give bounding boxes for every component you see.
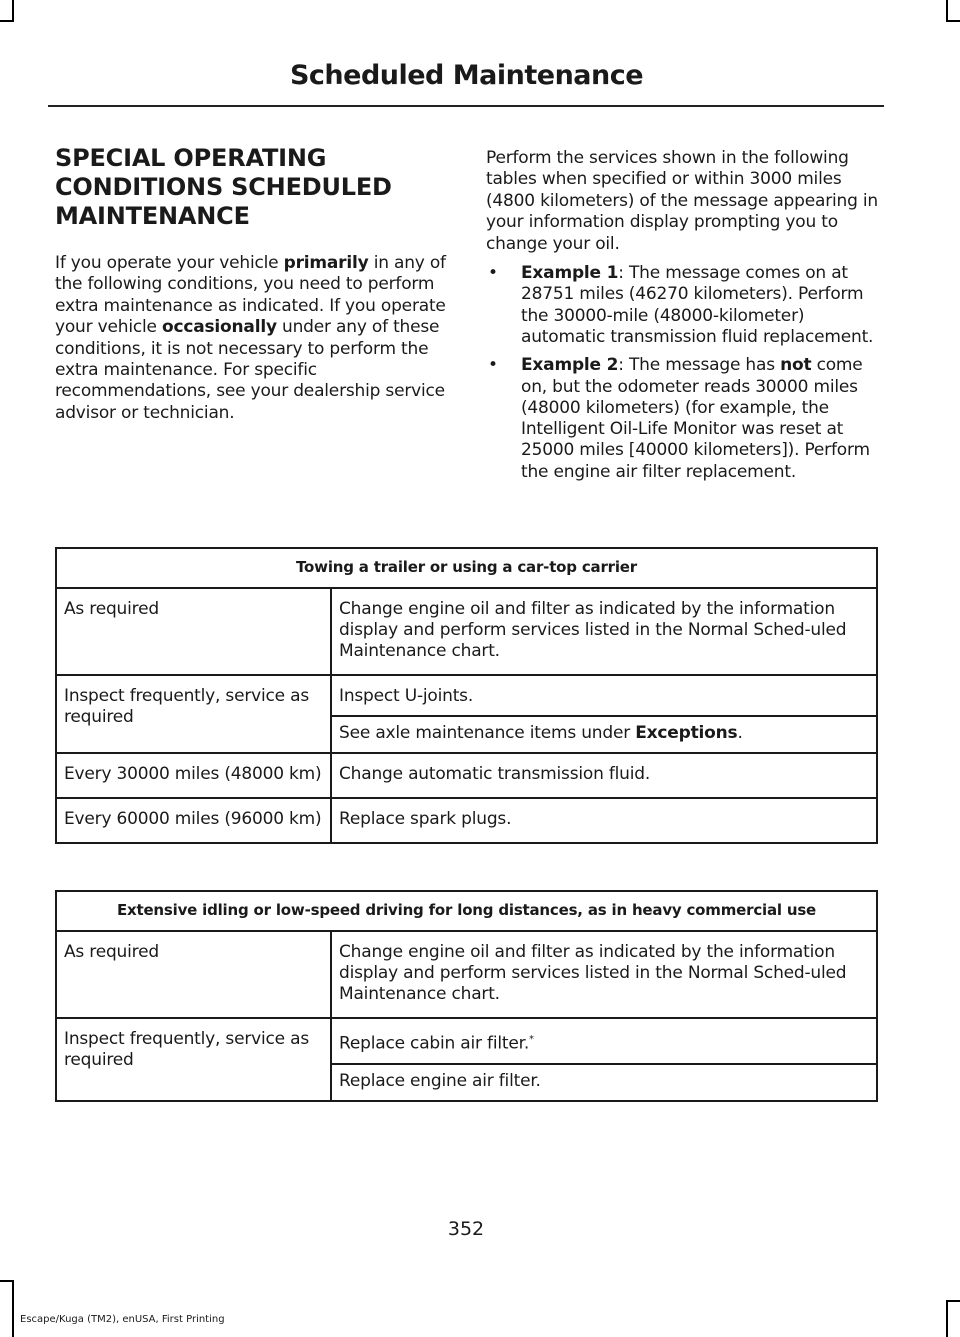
table-heading: Towing a trailer or using a car-top carrier [56,548,877,588]
examples-list [486,263,881,483]
table-cell: Inspect frequently, service as required [56,1018,331,1101]
section-title-line: MAINTENANCE [55,202,250,230]
list-item [486,263,881,348]
crop-mark [946,20,960,22]
table-row [56,798,877,843]
table-row [56,1018,877,1064]
table-cell [331,1018,877,1064]
towing-table [55,547,878,844]
services-paragraph: Perform the services shown in the following tables when specified or within 3000 miles (4800 kilometers) of the message appearing in your information display prompting you to change your oil. [486,148,878,254]
text-run: . [737,723,743,743]
idling-table [55,890,878,1102]
text-run: See axle maintenance items under [339,723,636,743]
text-run: come on, but the odometer reads 30000 miles (48000 kilometers) (for example, the Intelligent Oil-Life Monitor was reset at 25000 miles [40000 kilometers]). Perform the engine air filter replacement. [521,355,870,482]
table-row [56,753,877,798]
footer-text: Escape/Kuga (TM2), enUSA, First Printing [20,1314,225,1325]
text-run: in any of the following conditions, you need to perform extra maintenance as indicated. If you operate your vehicle [55,253,446,338]
text-run: : The message has [618,355,781,376]
table-cell: Change engine oil and filter as indicated by the information display and perform services listed in the Normal Sched-uled Maintenance chart. [331,931,877,1018]
table-cell: Inspect U-joints. [331,675,877,716]
left-column [55,144,453,424]
emphasis-primarily: primarily [283,253,369,273]
crop-mark [0,1280,14,1282]
text-run: under any of these conditions, it is not necessary to perform the extra maintenance. For specific recommendations, see your dealership service advisor or technician. [55,317,445,423]
table-heading: Extensive idling or low-speed driving for long distances, as in heavy commercial use [56,891,877,931]
bullet-icon: • [488,355,498,376]
table-cell [331,716,877,753]
section-title [55,144,453,231]
right-column [486,148,881,490]
crop-mark [12,1280,14,1337]
list-item [486,355,881,483]
text-run: If you operate your vehicle [55,253,284,273]
section-title-line: SPECIAL OPERATING [55,144,327,172]
table-cell: Change automatic transmission fluid. [331,753,877,798]
example-label: Example 2 [521,355,619,376]
table-row [56,588,877,675]
text-run: Replace cabin air filter. [339,1033,530,1054]
crop-mark [0,20,14,22]
section-title-line: CONDITIONS SCHEDULED [55,173,392,201]
table-cell: As required [56,588,331,675]
bullet-icon: • [488,263,498,284]
table-row [56,931,877,1018]
table-cell: Replace spark plugs. [331,798,877,843]
emphasis-exceptions: Exceptions [635,723,738,743]
page-header-title: Scheduled Maintenance [289,60,644,91]
page-number: 352 [447,1218,485,1240]
header-divider [48,105,884,107]
table-cell: Replace engine air filter. [331,1064,877,1101]
crop-mark [946,1300,960,1302]
table-cell: As required [56,931,331,1018]
table-row [56,675,877,716]
example-label: Example 1 [521,263,619,284]
intro-paragraph [55,253,453,424]
crop-mark [12,0,14,22]
table-cell: Every 30000 miles (48000 km) [56,753,331,798]
emphasis-not: not [780,355,812,376]
footnote-marker: * [529,1034,534,1045]
table-cell: Inspect frequently, service as required [56,675,331,753]
text-run: : The message comes on at 28751 miles (46270 kilometers). Perform the 30000-mile (48000-kilometer) automatic transmission fluid replacement. [521,263,874,347]
crop-mark [946,0,948,22]
table-cell: Every 60000 miles (96000 km) [56,798,331,843]
table-cell: Change engine oil and filter as indicated by the information display and perform services listed in the Normal Sched-uled Maintenance chart. [331,588,877,675]
emphasis-occasionally: occasionally [161,317,277,338]
crop-mark [946,1300,948,1337]
